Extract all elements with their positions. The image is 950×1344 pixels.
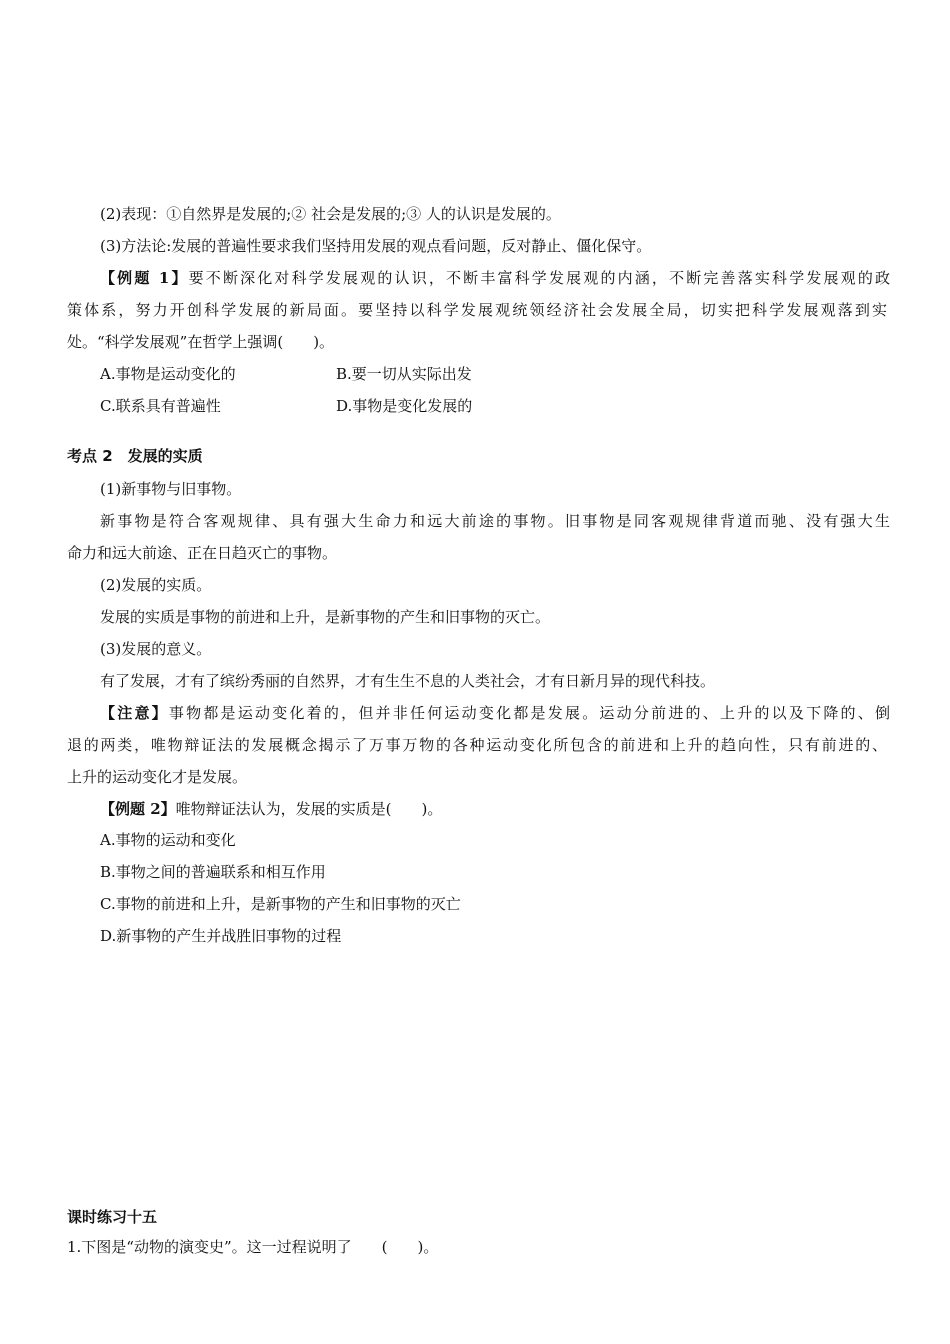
note-line3: 上升的运动变化才是发展。 (67, 768, 248, 786)
example1-option-b: B.要一切从实际出发 (336, 365, 472, 383)
example1-text1: 要不断深化对科学发展观的认识，不断丰富科学发展观的内涵，不断完善落实科学发展观的政 (188, 269, 890, 287)
example1-line3: 处。“科学发展观”在哲学上强调( )。 (67, 333, 335, 351)
example2-text: 唯物辩证法认为，发展的实质是( )。 (175, 800, 443, 818)
example1-option-a: A.事物是运动变化的 (100, 365, 236, 383)
example2-option-b: B.事物之间的普遍联系和相互作用 (100, 863, 326, 881)
note-tag: 【注意】 (100, 704, 169, 722)
example2-option-c: C.事物的前进和上升，是新事物的产生和旧事物的灭亡 (100, 895, 461, 913)
note-line2: 退的两类，唯物辩证法的发展概念揭示了万事万物的各种运动变化所包含的前进和上升的趋向性，只有前进的、 (67, 736, 887, 754)
paragraph-manifestation: (2)表现：①自然界是发展的;② 社会是发展的;③ 人的认识是发展的。 (100, 205, 561, 223)
example1-option-c: C.联系具有普遍性 (100, 397, 221, 415)
practice-question-1: 1.下图是“动物的演变史”。这一过程说明了 ( )。 (67, 1238, 439, 1256)
example1-line1 (100, 268, 890, 288)
example1-tag: 【例题 1】 (100, 269, 189, 287)
example2-tag: 【例题 2】 (100, 800, 176, 818)
section2-sub1-line1: 新事物是符合客观规律、具有强大生命力和远大前途的事物。旧事物是同客观规律背道而驰、没有强大生 (100, 512, 890, 530)
section2-sub2-text: 发展的实质是事物的前进和上升，是新事物的产生和旧事物的灭亡。 (100, 608, 551, 626)
note-text1: 事物都是运动变化着的，但并非任何运动变化都是发展。运动分前进的、上升的以及下降的、倒 (168, 704, 890, 722)
paragraph-methodology: (3)方法论:发展的普遍性要求我们坚持用发展的观点看问题，反对静止、僵化保守。 (100, 237, 652, 255)
note-line1 (100, 703, 890, 723)
section2-sub2-title: (2)发展的实质。 (100, 576, 212, 594)
example2-question (100, 799, 890, 819)
section2-sub3-text: 有了发展，才有了缤纷秀丽的自然界，才有生生不息的人类社会，才有日新月异的现代科技。 (100, 672, 716, 690)
example2-option-a: A.事物的运动和变化 (100, 831, 236, 849)
example2-option-d: D.新事物的产生并战胜旧事物的过程 (100, 927, 342, 945)
section2-sub1-line2: 命力和远大前途、正在日趋灭亡的事物。 (67, 544, 338, 562)
example1-line2: 策体系，努力开创科学发展的新局面。要坚持以科学发展观统领经济社会发展全局，切实把科学发展观落到实 (67, 301, 887, 319)
practice-heading: 课时练习十五 (67, 1208, 158, 1226)
section2-sub1-title: (1)新事物与旧事物。 (100, 480, 242, 498)
section2-heading: 考点 2 发展的实质 (67, 447, 203, 465)
section2-sub3-title: (3)发展的意义。 (100, 640, 212, 658)
example1-option-d: D.事物是变化发展的 (336, 397, 473, 415)
